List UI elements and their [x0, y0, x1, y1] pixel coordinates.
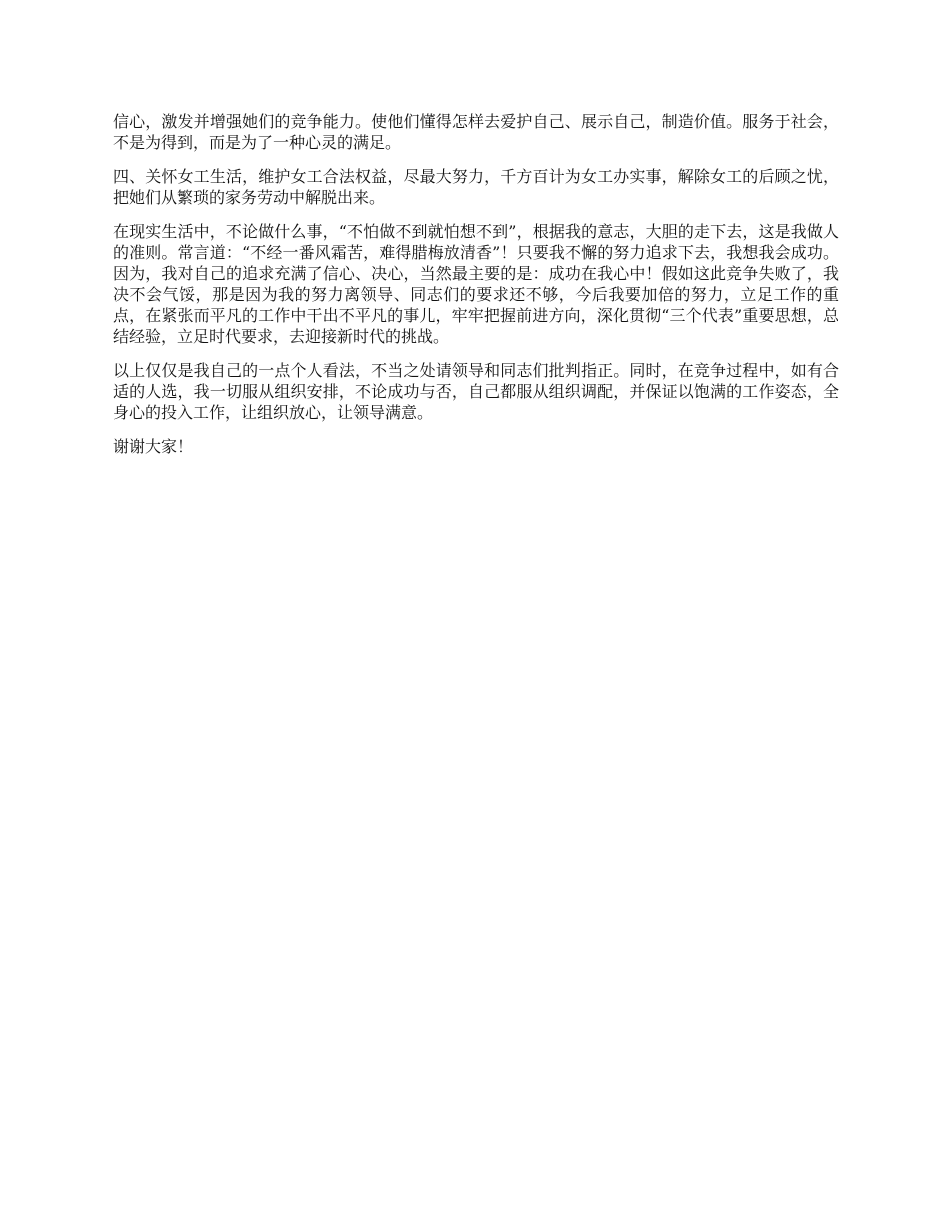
paragraph-real-life: 在现实生活中，不论做什么事，“不怕做不到就怕想不到”，根据我的意志，大胆的走下去，这是我做人的准则。常言道：“不经一番风霜苦，难得腊梅放清香”！只要我不懈的努力追求下去，我想我会成功。因为，我对自己的追求充满了信心、决心，当然最主要的是：成功在我心中！假如这此竞争失败了，我决不会气馁，那是因为我的努力离领导、同志们的要求还不够，今后我要加倍的努力，立足工作的重点，在紧张而平凡的工作中干出不平凡的事儿，牢牢把握前进方向，深化贯彻“三个代表”重要思想，总结经验，立足时代要求，去迎接新时代的挑战。	[113, 222, 839, 346]
paragraph-thanks: 谢谢大家！	[113, 437, 194, 456]
paragraph-confidence: 信心，激发并增强她们的竞争能力。使他们懂得怎样去爱护自己、展示自己，制造价值。服务于社会，不是为得到，而是为了一种心灵的满足。	[113, 112, 839, 152]
paragraph-personal-view: 以上仅仅是我自己的一点个人看法，不当之处请领导和同志们批判指正。同时，在竞争过程中，如有合适的人选，我一切服从组织安排，不论成功与否，自己都服从组织调配，并保证以饱满的工作姿态，全身心的投入工作，让组织放心，让领导满意。	[113, 361, 839, 422]
document-body	[113, 111, 839, 470]
paragraph-care-for-workers: 四、关怀女工生活，维护女工合法权益，尽最大努力，千方百计为女工办实事，解除女工的后顾之忧，把她们从繁琐的家务劳动中解脱出来。	[113, 167, 839, 207]
